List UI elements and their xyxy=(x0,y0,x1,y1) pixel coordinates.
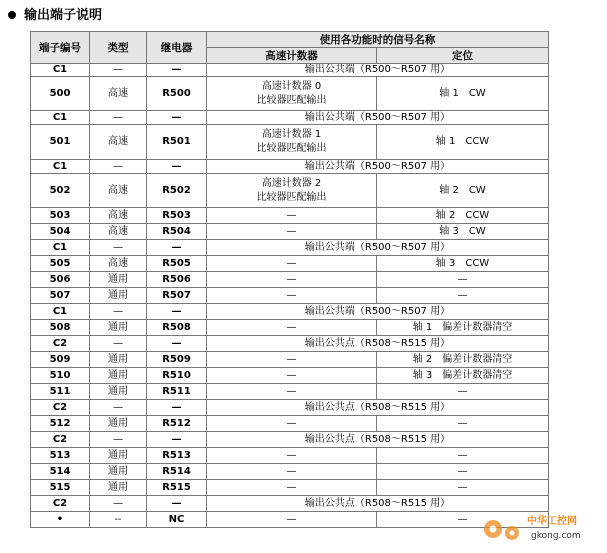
cell-positioning: 轴 3 偏差计数器清空 xyxy=(377,368,549,384)
cell-type: — xyxy=(90,111,147,125)
cell-common-terminal-note: 输出公共端（R500～R507 用） xyxy=(207,160,549,174)
cell-relay: R514 xyxy=(147,464,207,480)
table-row xyxy=(31,111,549,125)
cell-relay: R511 xyxy=(147,384,207,400)
cell-high-speed-counter: — xyxy=(207,368,377,384)
cell-relay: R515 xyxy=(147,480,207,496)
cell-positioning: 轴 1 偏差计数器清空 xyxy=(377,320,549,336)
cell-type: 通用 xyxy=(90,272,147,288)
watermark-url-text: gkong.com xyxy=(531,531,581,541)
cell-relay: R501 xyxy=(147,125,207,160)
table-row xyxy=(31,160,549,174)
cell-positioning: — xyxy=(377,272,549,288)
header-function-group: 使用各功能时的信号名称 xyxy=(207,32,549,48)
cell-relay: R504 xyxy=(147,224,207,240)
cell-terminal: 514 xyxy=(31,464,90,480)
cell-type: 高速 xyxy=(90,174,147,208)
cell-terminal: • xyxy=(31,512,90,528)
hsc-line: 比较器匹配输出 xyxy=(256,94,327,106)
cell-terminal: 512 xyxy=(31,416,90,432)
cell-terminal: C1 xyxy=(31,304,90,320)
cell-positioning: 轴 2 CCW xyxy=(377,208,549,224)
table-row xyxy=(31,272,549,288)
cell-common-terminal-note: 输出公共端（R500～R507 用） xyxy=(207,64,549,77)
cell-type: 通用 xyxy=(90,464,147,480)
cell-positioning: 轴 1 CW xyxy=(377,77,549,111)
cell-positioning: — xyxy=(377,512,549,528)
cell-high-speed-counter: — xyxy=(207,320,377,336)
cell-common-terminal-note: 输出公共点（R508～R515 用） xyxy=(207,336,549,352)
cell-terminal: 508 xyxy=(31,320,90,336)
table-row xyxy=(31,448,549,464)
cell-terminal: 504 xyxy=(31,224,90,240)
section-title xyxy=(8,4,102,23)
cell-type: 通用 xyxy=(90,384,147,400)
cell-high-speed-counter xyxy=(207,77,377,111)
cell-type: 通用 xyxy=(90,416,147,432)
cell-terminal: C1 xyxy=(31,64,90,77)
cell-relay: — xyxy=(147,304,207,320)
table-row xyxy=(31,416,549,432)
cell-common-terminal-note: 输出公共端（R500～R507 用） xyxy=(207,111,549,125)
header-high-speed-counter: 高速计数器 xyxy=(207,48,377,64)
cell-terminal: 510 xyxy=(31,368,90,384)
hsc-line: 高速计数器 2 xyxy=(261,177,322,189)
cell-terminal: 515 xyxy=(31,480,90,496)
cell-terminal: 511 xyxy=(31,384,90,400)
cell-relay: R507 xyxy=(147,288,207,304)
cell-type: — xyxy=(90,336,147,352)
cell-type: — xyxy=(90,400,147,416)
cell-relay: — xyxy=(147,496,207,512)
cell-high-speed-counter: — xyxy=(207,480,377,496)
cell-high-speed-counter: — xyxy=(207,416,377,432)
cell-terminal: 513 xyxy=(31,448,90,464)
header-relay: 继电器 xyxy=(147,32,207,64)
table-row xyxy=(31,464,549,480)
cell-positioning: — xyxy=(377,448,549,464)
cell-type: 通用 xyxy=(90,320,147,336)
table-row xyxy=(31,224,549,240)
output-terminal-table xyxy=(30,31,549,528)
cell-terminal: 502 xyxy=(31,174,90,208)
cell-type: — xyxy=(90,496,147,512)
cell-relay: — xyxy=(147,400,207,416)
cell-relay: R513 xyxy=(147,448,207,464)
cell-common-terminal-note: 输出公共端（R500～R507 用） xyxy=(207,304,549,320)
cell-terminal: C1 xyxy=(31,111,90,125)
gkong-watermark-logo xyxy=(479,507,599,547)
table-row xyxy=(31,336,549,352)
cell-type: 高速 xyxy=(90,256,147,272)
cell-relay: R500 xyxy=(147,77,207,111)
cell-relay: — xyxy=(147,111,207,125)
cell-common-terminal-note: 输出公共点（R508～R515 用） xyxy=(207,432,549,448)
hsc-line: 高速计数器 1 xyxy=(261,129,322,140)
cell-terminal: 500 xyxy=(31,77,90,111)
cell-relay: R508 xyxy=(147,320,207,336)
cell-high-speed-counter: — xyxy=(207,384,377,400)
cell-positioning: 轴 1 CCW xyxy=(377,125,549,160)
table-row xyxy=(31,64,549,77)
cell-type: — xyxy=(90,160,147,174)
cell-common-terminal-note: 输出公共端（R500～R507 用） xyxy=(207,240,549,256)
cell-type: 通用 xyxy=(90,288,147,304)
cell-relay: — xyxy=(147,336,207,352)
cell-terminal: 505 xyxy=(31,256,90,272)
cell-terminal: 506 xyxy=(31,272,90,288)
cell-terminal: C2 xyxy=(31,432,90,448)
cell-positioning: — xyxy=(377,416,549,432)
hsc-line: 比较器匹配输出 xyxy=(256,143,327,154)
cell-high-speed-counter: — xyxy=(207,448,377,464)
table-body xyxy=(31,64,549,528)
table-row xyxy=(31,77,549,111)
cell-positioning: 轴 3 CW xyxy=(377,224,549,240)
cell-common-terminal-note: 输出公共点（R508～R515 用） xyxy=(207,400,549,416)
cell-positioning: 轴 2 偏差计数器清空 xyxy=(377,352,549,368)
header-type: 类型 xyxy=(90,32,147,64)
hsc-line: 高速计数器 0 xyxy=(261,80,322,92)
cell-relay: — xyxy=(147,64,207,77)
table-row xyxy=(31,368,549,384)
cell-relay: R510 xyxy=(147,368,207,384)
table-row xyxy=(31,125,549,160)
cell-terminal: C1 xyxy=(31,240,90,256)
table-row xyxy=(31,512,549,528)
table-row xyxy=(31,384,549,400)
cell-high-speed-counter: — xyxy=(207,256,377,272)
cell-type: -- xyxy=(90,512,147,528)
cell-relay: — xyxy=(147,240,207,256)
cell-high-speed-counter: — xyxy=(207,208,377,224)
cell-high-speed-counter xyxy=(207,174,377,208)
cell-terminal: 503 xyxy=(31,208,90,224)
table-row xyxy=(31,496,549,512)
cell-type: 高速 xyxy=(90,224,147,240)
cell-type: 高速 xyxy=(90,77,147,111)
cell-positioning: — xyxy=(377,480,549,496)
watermark-brand-text: 中华工控网 xyxy=(527,516,577,527)
cell-type: — xyxy=(90,432,147,448)
cell-terminal: 501 xyxy=(31,125,90,160)
cell-relay: R502 xyxy=(147,174,207,208)
cell-relay: — xyxy=(147,432,207,448)
cell-high-speed-counter: — xyxy=(207,272,377,288)
cell-common-terminal-note: 输出公共点（R508～R515 用） xyxy=(207,496,549,512)
cell-type: 高速 xyxy=(90,125,147,160)
cell-high-speed-counter: — xyxy=(207,512,377,528)
cell-high-speed-counter: — xyxy=(207,464,377,480)
cell-positioning: 轴 3 CCW xyxy=(377,256,549,272)
cell-type: 通用 xyxy=(90,480,147,496)
cell-relay: R509 xyxy=(147,352,207,368)
table-row xyxy=(31,208,549,224)
table-row xyxy=(31,240,549,256)
table-row xyxy=(31,352,549,368)
cell-relay: — xyxy=(147,160,207,174)
cell-terminal: 509 xyxy=(31,352,90,368)
table-row xyxy=(31,288,549,304)
cell-positioning: — xyxy=(377,384,549,400)
cell-type: 通用 xyxy=(90,448,147,464)
cell-positioning: 轴 2 CW xyxy=(377,174,549,208)
cell-relay: R512 xyxy=(147,416,207,432)
cell-terminal: C2 xyxy=(31,496,90,512)
cell-relay: R505 xyxy=(147,256,207,272)
cell-relay: R503 xyxy=(147,208,207,224)
cell-relay: R506 xyxy=(147,272,207,288)
table-row xyxy=(31,432,549,448)
section-title-text: 输出端子说明 xyxy=(24,8,103,23)
cell-type: — xyxy=(90,240,147,256)
header-terminal: 端子编号 xyxy=(31,32,90,64)
cell-terminal: C2 xyxy=(31,400,90,416)
cell-terminal: 507 xyxy=(31,288,90,304)
cell-type: 高速 xyxy=(90,208,147,224)
table-row xyxy=(31,304,549,320)
cell-type: 通用 xyxy=(90,352,147,368)
cell-relay: NC xyxy=(147,512,207,528)
cell-positioning: — xyxy=(377,288,549,304)
cell-high-speed-counter: — xyxy=(207,288,377,304)
table-row xyxy=(31,174,549,208)
cell-type: — xyxy=(90,304,147,320)
cell-terminal: C1 xyxy=(31,160,90,174)
table-row xyxy=(31,256,549,272)
cell-type: — xyxy=(90,64,147,77)
cell-high-speed-counter xyxy=(207,125,377,160)
header-positioning: 定位 xyxy=(377,48,549,64)
cell-positioning: — xyxy=(377,464,549,480)
bullet-icon xyxy=(8,11,16,19)
hsc-line: 比较器匹配输出 xyxy=(256,191,327,203)
table-row xyxy=(31,480,549,496)
table-row xyxy=(31,320,549,336)
cell-high-speed-counter: — xyxy=(207,224,377,240)
cell-high-speed-counter: — xyxy=(207,352,377,368)
cell-type: 通用 xyxy=(90,368,147,384)
cell-terminal: C2 xyxy=(31,336,90,352)
table-row xyxy=(31,400,549,416)
